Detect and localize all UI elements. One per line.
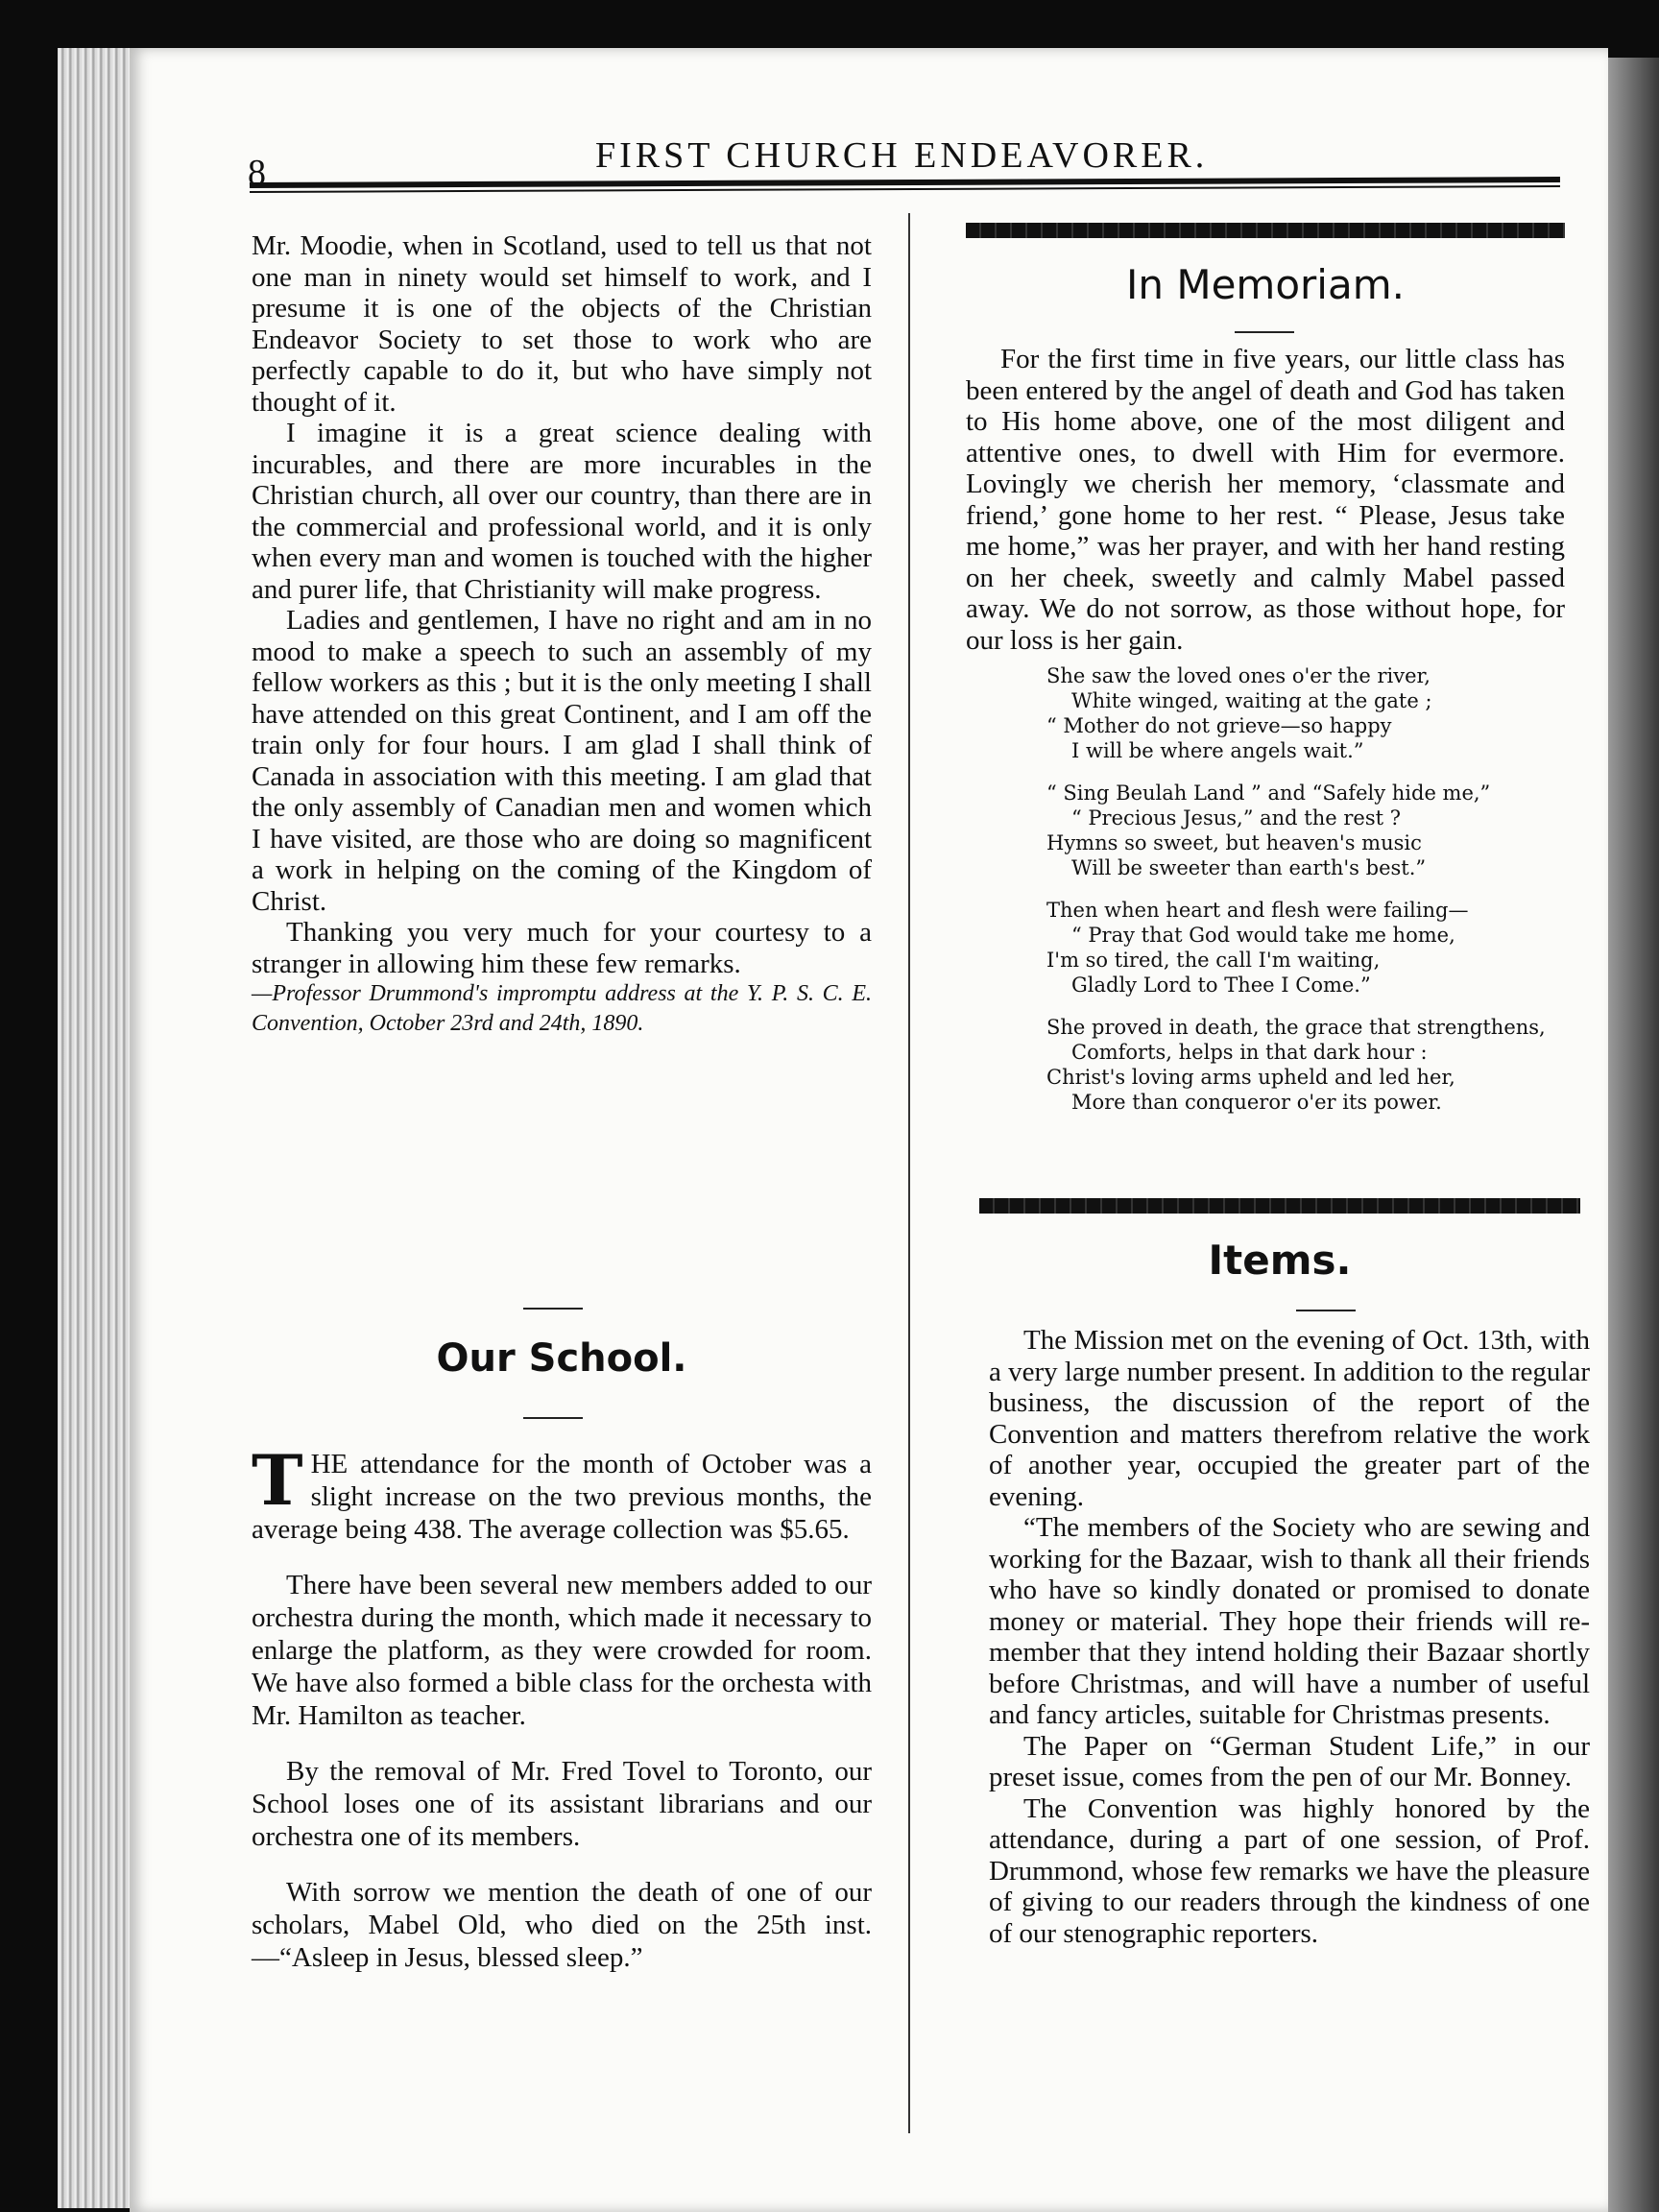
section-rule [523, 1417, 583, 1419]
poem-stanza [1046, 663, 1565, 763]
in-memoriam-heading: In Memoriam. [1126, 261, 1405, 308]
poem-line: I will be where angels wait.” [1071, 739, 1364, 762]
our-school-first-paragraph-text: HE attendance for the month of October was a slight increase on the two previous months, the average being 438. The average collection was $5.65. [252, 1449, 872, 1545]
column-divider [908, 213, 910, 2133]
poem-line: More than conqueror o'er its power. [1071, 1091, 1442, 1114]
poem-line: I'm so tired, the call I'm waiting, [1046, 949, 1381, 972]
items-paragraph: “The members of the Society who are sewing and working for the Bazaar, wish to thank all their friends who have so kindly donated or promised to donate money or material. They hope their friends will remember that they intend holding their Bazaar shortly before Christmas, and will have a number of useful and fancy articles, suitable for Christmas presents. [989, 1512, 1590, 1730]
poem-line: She saw the loved ones o'er the river, [1046, 664, 1431, 687]
poem-line: “ Mother do not grieve—so happy [1046, 714, 1392, 737]
our-school-paragraph: By the removal of Mr. Fred Tovel to Toronto, our School loses one of its assistant librarians and our orchestra one of its members. [252, 1756, 872, 1852]
poem-line: Comforts, helps in that dark hour : [1071, 1041, 1428, 1064]
poem-stanza [1046, 1015, 1565, 1115]
heavy-section-bar [979, 1198, 1580, 1214]
items-paragraph: The Mission met on the evening of Oct. 13th, with a very large number present. In addition to the regular business, the discussion of the report of the Convention and matters therefrom relative the work of another year, occupied the greater part of the evening. [989, 1325, 1590, 1512]
our-school-paragraph: With sorrow we mention the death of one of our scholars, Mabel Old, who died on the 25th inst.—“Asleep in Jesus, blessed sleep.” [252, 1877, 872, 1973]
poem-line: She proved in death, the grace that strengthens, [1046, 1016, 1546, 1039]
poem-line: White winged, waiting at the gate ; [1071, 689, 1432, 712]
items-paragraph: The Convention was highly honored by the attendance, during a part of one session, of Prof. Drummond, whose few remarks we have the pleasure of giving to our readers through the kindness of one of our stenographic reporters. [989, 1792, 1590, 1949]
items-body [989, 1325, 1590, 1949]
poem-line: “ Pray that God would take me home, [1071, 924, 1455, 947]
poem-line: Hymns so sweet, but heaven's music [1046, 831, 1422, 854]
poem-stanza [1046, 781, 1565, 880]
poem-line: Then when heart and flesh were failing— [1046, 899, 1469, 922]
section-rule [1235, 331, 1294, 333]
poem-line: Christ's loving arms upheld and led her, [1046, 1066, 1455, 1089]
article-paragraph: Thanking you very much for your courtesy to a stranger in allowing him these few remarks. [252, 917, 872, 979]
our-school-paragraph: There have been several new members added to our orchestra during the month, which made it necessary to enlarge the platform, as they were crowded for room. We have also formed a bible class for the orchesta with Mr. Hamilton as teacher. [252, 1570, 872, 1731]
poem-line: “ Precious Jesus,” and the rest ? [1071, 806, 1401, 830]
items-paragraph: The Paper on “German Student Life,” in our preset issue, comes from the pen of our Mr. Bonney. [989, 1730, 1590, 1792]
masthead-title: FIRST CHURCH ENDEAVORER. [595, 135, 1209, 176]
page-number: 8 [248, 153, 266, 193]
dropcap-letter: T [252, 1439, 303, 1521]
our-school-body [252, 1439, 872, 1974]
article-paragraph: Ladies and gentlemen, I have no right and am in no mood to make a speech to such an assembly of my fellow workers as this ; but it is the only meeting I shall have attended on this great Continent, and I am off the train only for four hours. I am glad I shall think of Canada in association with this meeting. I am glad that the only assembly of Canadian men and women which I have visited, are those who are doing so magnificent a work in helping on the coming of the Kingdom of Christ. [252, 605, 872, 917]
article-paragraph: I imagine it is a great science dealing with incurables, and there are more incurables in the Christian church, all over our country, than there are in the commercial and professional world, and it is only when every man and women is touched with the higher and purer life, that Christianity will make progress. [252, 418, 872, 605]
items-heading: Items. [1208, 1237, 1352, 1284]
article-paragraph: Mr. Moodie, when in Scotland, used to tell us that not one man in ninety would set himself to work, and I presume it is one of the objects of the Christian Endeavor Society to set those to work who are perfectly capable to do it, but who have simply not thought of it. [252, 230, 872, 418]
in-memoriam-paragraph: For the first time in five years, our little class has been entered by the angel of death and God has taken to His home above, one of the most diligent and attentive ones, to dwell with Him for evermore. Lovingly we cherish her memory, ‘classmate and friend,’ gone home to her rest. “ Please, Jesus take me home,” was her prayer, and with her hand resting on her cheek, sweetly and calmly Mabel passed away. We do not sorrow, as those without hope, for our loss is her gain. [966, 344, 1565, 656]
article-signature: —Professor Drummond's impromptu address at the Y. P. S. C. E. Convention, October 23rd and 24th, 1890. [252, 981, 872, 1036]
section-rule [1296, 1310, 1356, 1311]
heavy-section-bar [966, 223, 1565, 238]
in-memoriam-body [966, 344, 1565, 1132]
poem-line: “ Sing Beulah Land ” and “Safely hide me,” [1046, 781, 1491, 805]
our-school-heading: Our School. [436, 1336, 687, 1381]
poem-line: Will be sweeter than earth's best.” [1071, 856, 1427, 879]
poem-line: Gladly Lord to Thee I Come.” [1071, 974, 1371, 997]
section-rule [523, 1308, 583, 1310]
poem-stanza [1046, 898, 1565, 998]
our-school-first-paragraph [252, 1439, 872, 1546]
memorial-poem [1046, 663, 1565, 1115]
left-column [252, 230, 872, 1039]
